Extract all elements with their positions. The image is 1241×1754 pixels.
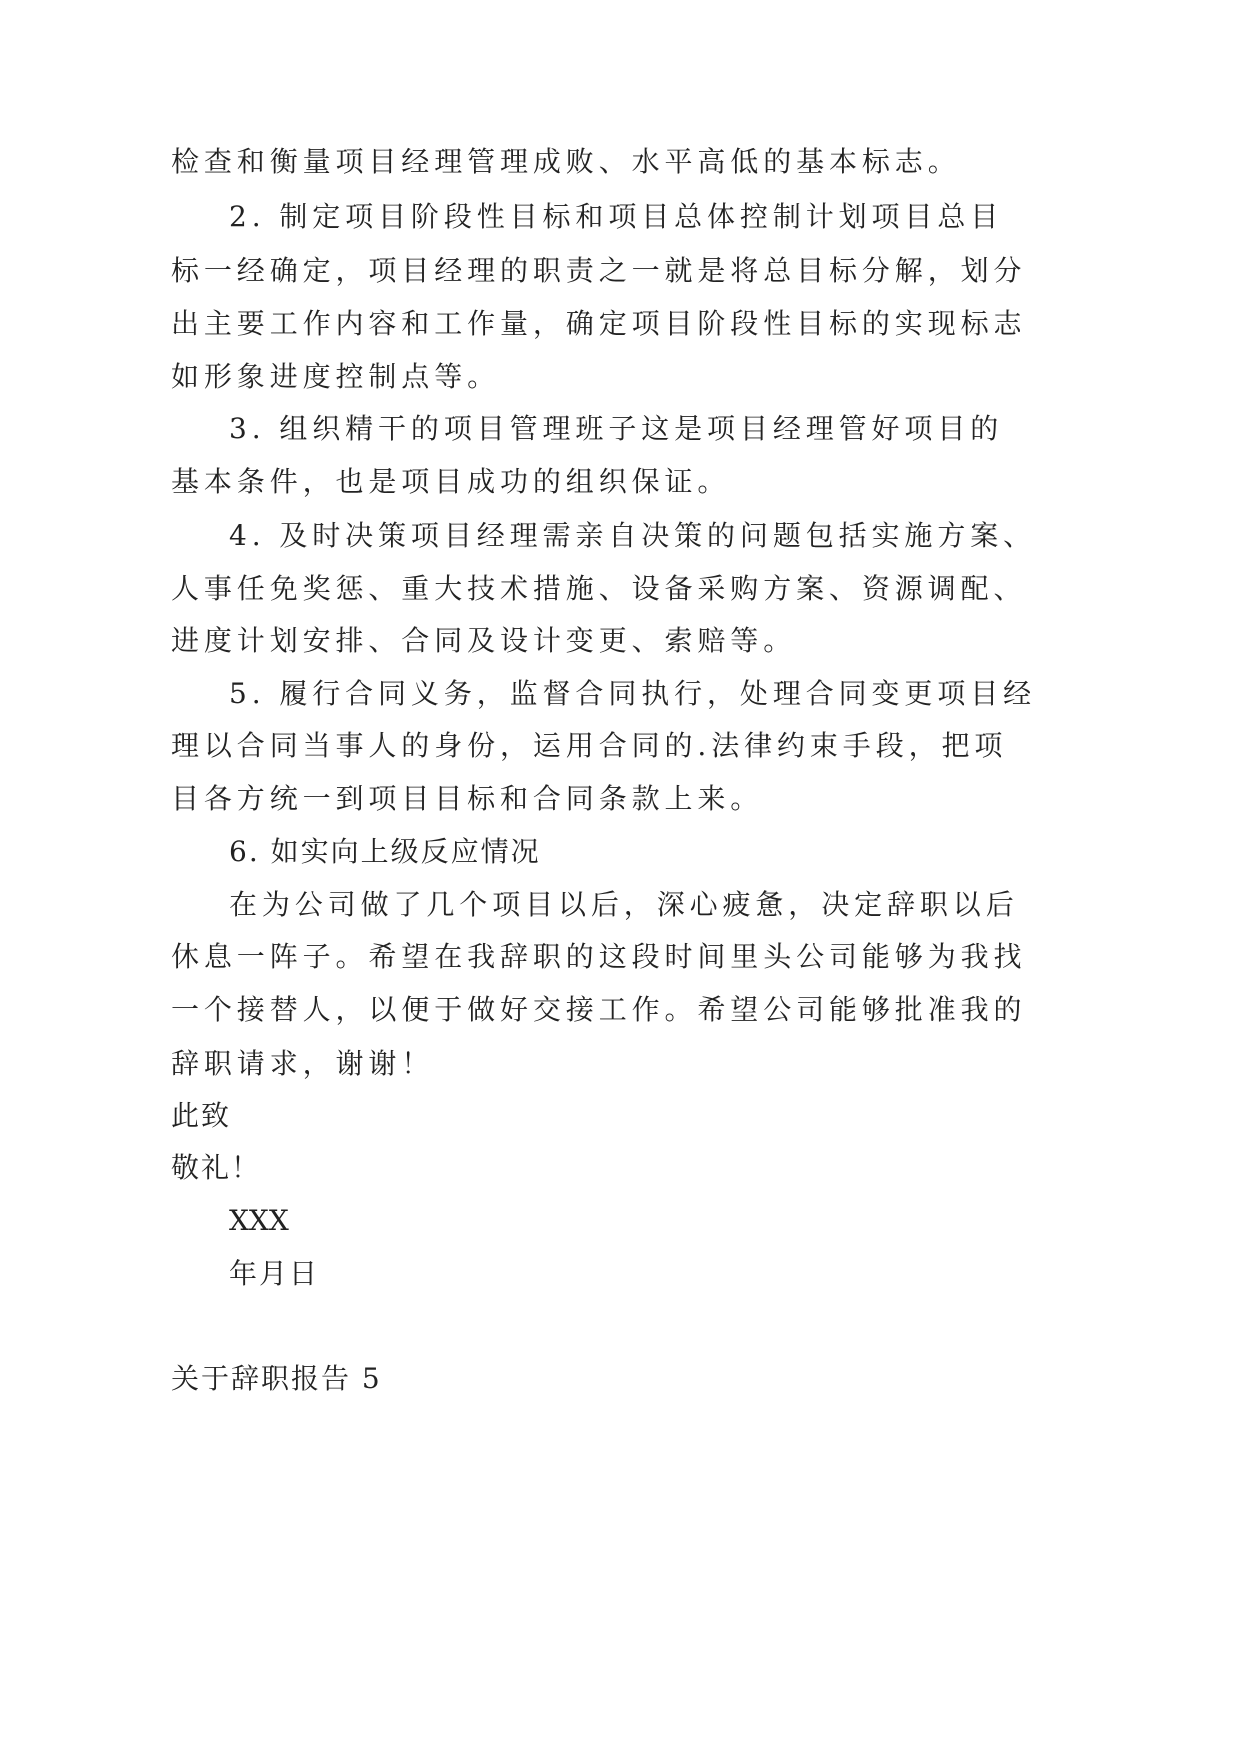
text-line: 如形象进度控制点等。 <box>171 360 501 393</box>
text-line: 人事任免奖惩、重大技术措施、设备采购方案、资源调配、 <box>171 572 1027 605</box>
text-line: 进度计划安排、合同及设计变更、索赔等。 <box>171 624 797 657</box>
closing-line: 此致 <box>171 1099 232 1132</box>
text-line: 检查和衡量项目经理管理成败、水平高低的基本标志。 <box>171 145 961 178</box>
closing-line: 敬礼！ <box>171 1151 262 1184</box>
text-line: 休息一阵子。希望在我辞职的这段时间里头公司能够为我找 <box>171 940 1027 973</box>
text-line: 标一经确定，项目经理的职责之一就是将总目标分解，划分 <box>171 254 1027 287</box>
text-line: 2. 制定项目阶段性目标和项目总体控制计划项目总目 <box>229 200 1004 233</box>
signature-name: XXX <box>229 1204 289 1237</box>
text-line: 基本条件，也是项目成功的组织保证。 <box>171 465 731 498</box>
text-line: 4. 及时决策项目经理需亲自决策的问题包括实施方案、 <box>229 519 1037 552</box>
signature-date: 年月日 <box>229 1257 320 1290</box>
text-line: 一个接替人，以便于做好交接工作。希望公司能够批准我的 <box>171 993 1027 1026</box>
text-line: 在为公司做了几个项目以后，深心疲惫，决定辞职以后 <box>229 888 1019 921</box>
section-heading: 关于辞职报告 5 <box>171 1362 382 1395</box>
text-line: 5. 履行合同义务，监督合同执行，处理合同变更项目经 <box>229 677 1037 710</box>
text-line: 目各方统一到项目目标和合同条款上来。 <box>171 782 764 815</box>
text-line: 3. 组织精干的项目管理班子这是项目经理管好项目的 <box>229 412 1004 445</box>
text-line: 辞职请求，谢谢！ <box>171 1047 435 1080</box>
text-line: 6. 如实向上级反应情况 <box>229 835 541 868</box>
text-line: 理以合同当事人的身份，运用合同的.法律约束手段，把项 <box>171 729 1008 762</box>
text-line: 出主要工作内容和工作量，确定项目阶段性目标的实现标志 <box>171 307 1027 340</box>
